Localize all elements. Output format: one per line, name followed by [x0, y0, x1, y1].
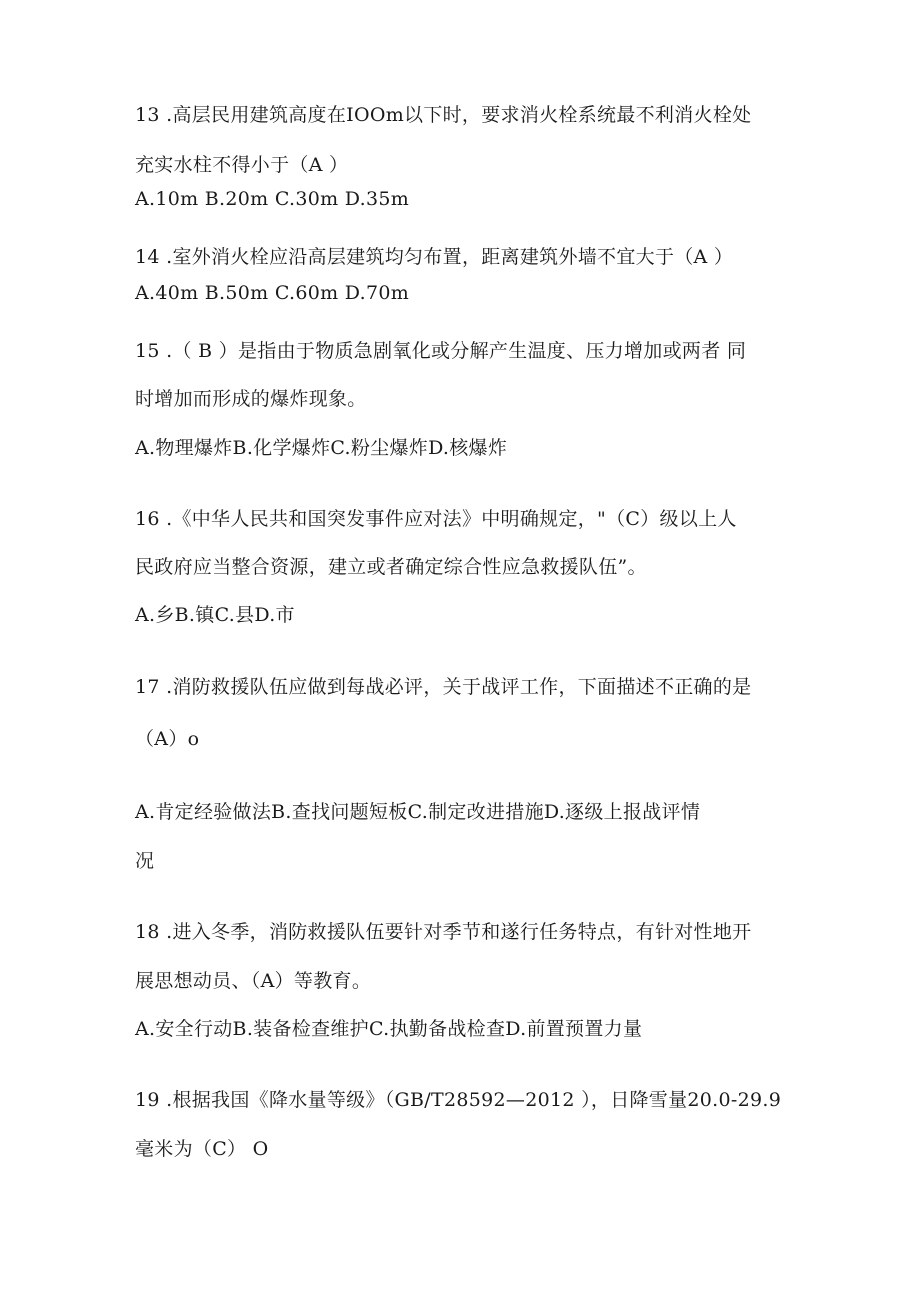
q16-options: A.乡B.镇C.县D.市: [135, 604, 295, 626]
q15-stem-line1: 15 .（ B ）是指由于物质急剧氧化或分解产生温度、压力增加或两者 同: [135, 340, 747, 362]
q16-stem-line2: 民政府应当整合资源，建立或者确定综合性应急救援队伍”。: [135, 556, 647, 578]
q18-stem-line2: 展思想动员、（A）等教育。: [135, 970, 372, 992]
q13-options: A.10m B.20m C.30m D.35m: [135, 188, 410, 210]
q13-stem-line2: 充实水柱不得小于（A ）: [135, 154, 349, 176]
q18-options: A.安全行动B.装备检查维护C.执勤备战检查D.前置预置力量: [135, 1018, 643, 1040]
q15-stem-line2: 时增加而形成的爆炸现象。: [135, 388, 367, 410]
q17-options-line2: 况: [135, 850, 155, 872]
q18-stem-line1: 18 .进入冬季，消防救援队伍要针对季节和遂行任务特点，有针对性地开: [135, 921, 752, 943]
q14-stem: 14 .室外消火栓应沿高层建筑均匀布置，距离建筑外墙不宜大于（A ）: [135, 246, 734, 268]
q16-stem-line1: 16 .《中华人民共和国突发事件应对法》中明确规定，"（C）级以上人: [135, 508, 737, 530]
q17-stem-line2: （A）o: [135, 728, 200, 750]
q19-stem-line2: 毫米为（C） O: [135, 1138, 269, 1160]
q17-stem-line1: 17 .消防救援队伍应做到每战必评，关于战评工作，下面描述不正确的是: [135, 676, 752, 698]
q13-stem-line1: 13 .高层民用建筑高度在IOOm以下时，要求消火栓系统最不利消火栓处: [135, 104, 752, 126]
q17-options-line1: A.肯定经验做法B.查找问题短板C.制定改进措施D.逐级上报战评情: [135, 801, 701, 823]
q15-options: A.物理爆炸B.化学爆炸C.粉尘爆炸D.核爆炸: [135, 437, 508, 459]
q14-options: A.40m B.50m C.60m D.70m: [135, 282, 410, 304]
q19-stem-line1: 19 .根据我国《降水量等级》（GB/T28592—2012 ），日降雪量20.0-29.9: [135, 1089, 782, 1111]
